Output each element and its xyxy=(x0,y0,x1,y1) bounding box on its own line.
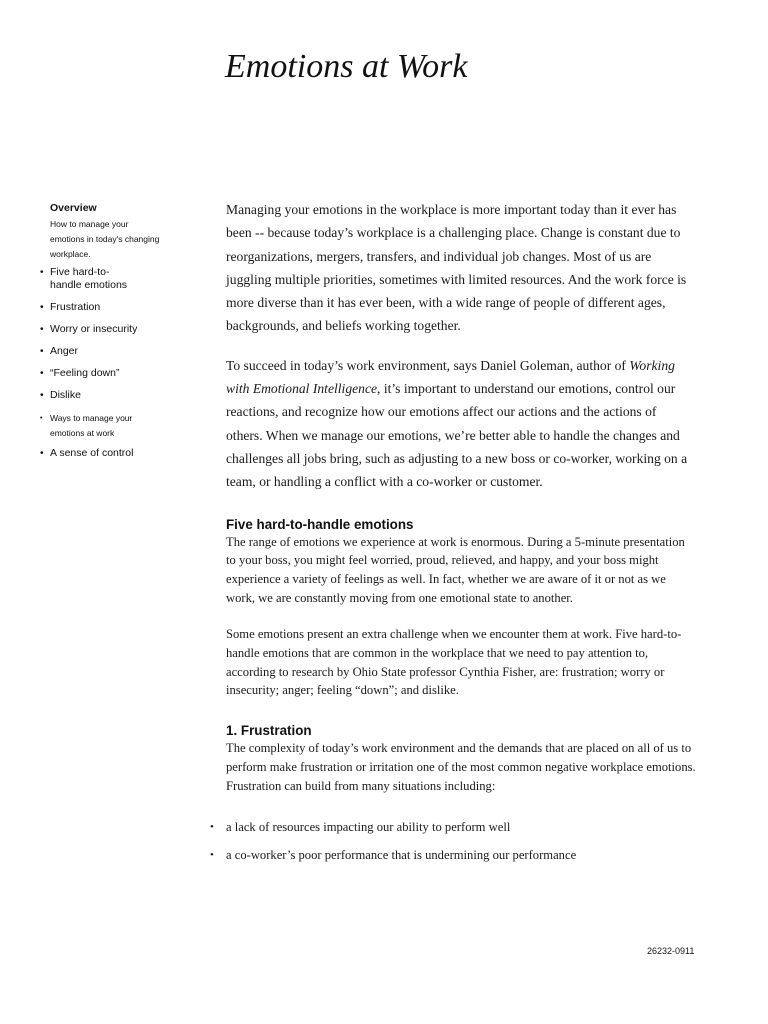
sidebar-contents xyxy=(36,201,166,469)
intro-p2-text: To succeed in today’s work environment, says Daniel Goleman, author of xyxy=(226,357,630,373)
section-heading-five-emotions: Five hard-to-handle emotions xyxy=(226,516,414,532)
list-item: • a co-worker’s poor performance that is undermining our performance xyxy=(210,847,696,863)
section-heading-frustration: 1. Frustration xyxy=(226,723,312,739)
intro-p2-text-cont: , it’s important to understand our emotions, control our reactions, and recognize how our emotions affect our actions and the actions of others. When we manage our emotions, we’re better able to handle the changes and challenges all jobs bring, such as adjusting to a new boss or co-worker, working on a team, or handling a conflict with a co-worker or customer. xyxy=(226,381,688,490)
sidebar-item-worry: • Worry or insecurity xyxy=(36,323,166,336)
sidebar-list xyxy=(36,266,166,460)
section2-paragraph-1: The complexity of today’s work environment and the demands that are placed on all of us to perform make frustration or irritation one of the most common negative workplace emotions. Frustration can build from many situations including: xyxy=(226,741,696,793)
sidebar-heading: Overview xyxy=(50,202,97,214)
list-item: • a lack of resources impacting our ability to perform well xyxy=(210,819,696,835)
sidebar-item-anger: • Anger xyxy=(36,345,166,358)
sidebar-item-dislike: • Dislike xyxy=(36,389,166,402)
intro-paragraph-1: Managing your emotions in the workplace is more important today than it ever has been -- because today’s workplace is a challenging place. Change is constant due to reorganizations, mergers, transfers, and individual job changes. Most of us are juggling multiple priorities, sometimes with limited resources. And the work force is more diverse than it has ever been, with a wide range of people of different ages, backgrounds, and beliefs working together. xyxy=(226,202,687,334)
book-title: Working with Emotional Intelligence xyxy=(226,357,675,397)
sidebar-item-ways-to-manage: • Ways to manage your emotions at work xyxy=(36,411,160,441)
sidebar-item-feeling-down: • “Feeling down” xyxy=(36,367,166,380)
sidebar-item-five-emotions: • Five hard-to-handle emotions xyxy=(36,266,140,292)
frustration-bullet-list xyxy=(210,819,696,863)
sidebar-item-sense-of-control: • A sense of control xyxy=(36,447,166,460)
page-title: Emotions at Work xyxy=(225,48,468,85)
section1-paragraph-2: Some emotions present an extra challenge when we encounter them at work. Five hard-to-handle emotions that are common in the workplace that we need to pay attention to, according to research by Ohio State professor Cynthia Fisher, are: frustration; worry or insecurity; anger; feeling “down”; and dislike. xyxy=(226,627,682,698)
sidebar-item-frustration: • Frustration xyxy=(36,301,166,314)
main-content xyxy=(226,198,696,875)
section1-paragraph-1: The range of emotions we experience at work is enormous. During a 5-minute presentation to your boss, you might feel worried, proud, relieved, and happy, and your boss might experience a variety of feelings as well. In fact, whether we are aware of it or not as we work, we are constantly moving from one emotional state to another. xyxy=(226,534,685,605)
sidebar-description: How to manage your emotions in today's changing workplace. xyxy=(50,219,160,259)
intro-paragraph-2 xyxy=(226,354,696,494)
document-code: 26232-0911 xyxy=(647,946,695,956)
